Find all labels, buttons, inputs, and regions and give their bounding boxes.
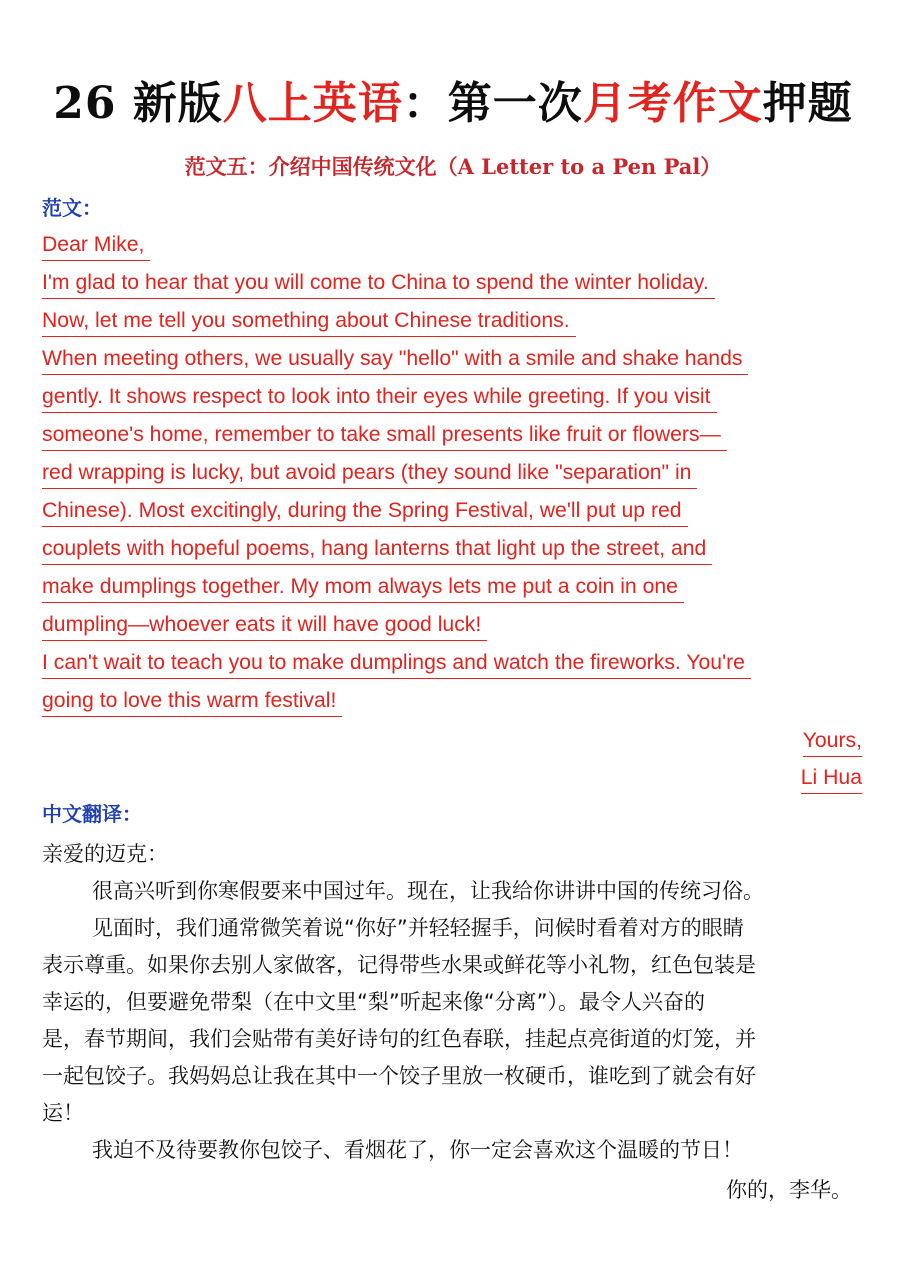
english-letter [42,228,872,722]
translation-line: 见面时，我们通常微笑着说“你好”并轻轻握手，问候时看着对方的眼睛 [92,916,744,940]
page-subtitle: 范文五：介绍中国传统文化（A Letter to a Pen Pal） [184,154,722,179]
letter-line: Chinese). Most excitingly, during the Spring Festival, we'll put up red [42,494,872,532]
chinese-translation [42,836,867,1169]
letter-line: dumpling—whoever eats it will have good luck! [42,608,872,646]
letter-line: When meeting others, we usually say "hello" with a smile and shake hands [42,342,872,380]
letter-line: I can't wait to teach you to make dumplings and watch the fireworks. You're [42,646,872,684]
title-part-2: 八上英语 [222,78,403,129]
title-part-3: ：第一次 [402,78,583,129]
letter-line: Now, let me tell you something about Chinese traditions. [42,304,872,342]
translation-line: 我迫不及待要教你包饺子、看烟花了，你一定会喜欢这个温暖的节日！ [92,1138,743,1162]
letter-line: red wrapping is lucky, but avoid pears (they sound like "separation" in [42,456,872,494]
letter-line: someone's home, remember to take small presents like fruit or flowers— [42,418,872,456]
model-essay-label: 范文： [42,196,102,220]
translation-line: 表示尊重。如果你去别人家做客，记得带些水果或鲜花等小礼物，红色包装是 [42,953,756,977]
letter-closing: Yours, [803,726,862,757]
letter-line: Dear Mike, [42,228,872,266]
translation-line: 很高兴听到你寒假要来中国过年。现在，让我给你讲讲中国的传统习俗。 [92,879,764,903]
letter-line: going to love this warm festival! [42,684,872,722]
letter-line: I'm glad to hear that you will come to China to spend the winter holiday. [42,266,872,304]
letter-line: couplets with hopeful poems, hang lanterns that light up the street, and [42,532,872,570]
translation-line: 一起包饺子。我妈妈总让我在其中一个饺子里放一枚硬币，谁吃到了就会有好 [42,1064,756,1088]
title-part-1: 26 新版 [53,78,223,129]
page-title [0,74,906,134]
title-part-4: 月考作文 [582,78,763,129]
letter-signature: Li Hua [801,763,862,794]
translation-signature: 你的，李华。 [726,1178,852,1202]
translation-line: 运！ [42,1101,84,1125]
letter-line: gently. It shows respect to look into their eyes while greeting. If you visit [42,380,872,418]
translation-line: 是，春节期间，我们会贴带有美好诗句的红色春联，挂起点亮街道的灯笼，并 [42,1027,756,1051]
translation-label: 中文翻译： [42,802,142,826]
translation-line: 亲爱的迈克： [42,842,168,866]
translation-line: 幸运的，但要避免带梨（在中文里“梨”听起来像“分离”）。最令人兴奋的 [42,990,706,1014]
letter-line: make dumplings together. My mom always lets me put a coin in one [42,570,872,608]
title-part-5: 押题 [762,78,853,129]
